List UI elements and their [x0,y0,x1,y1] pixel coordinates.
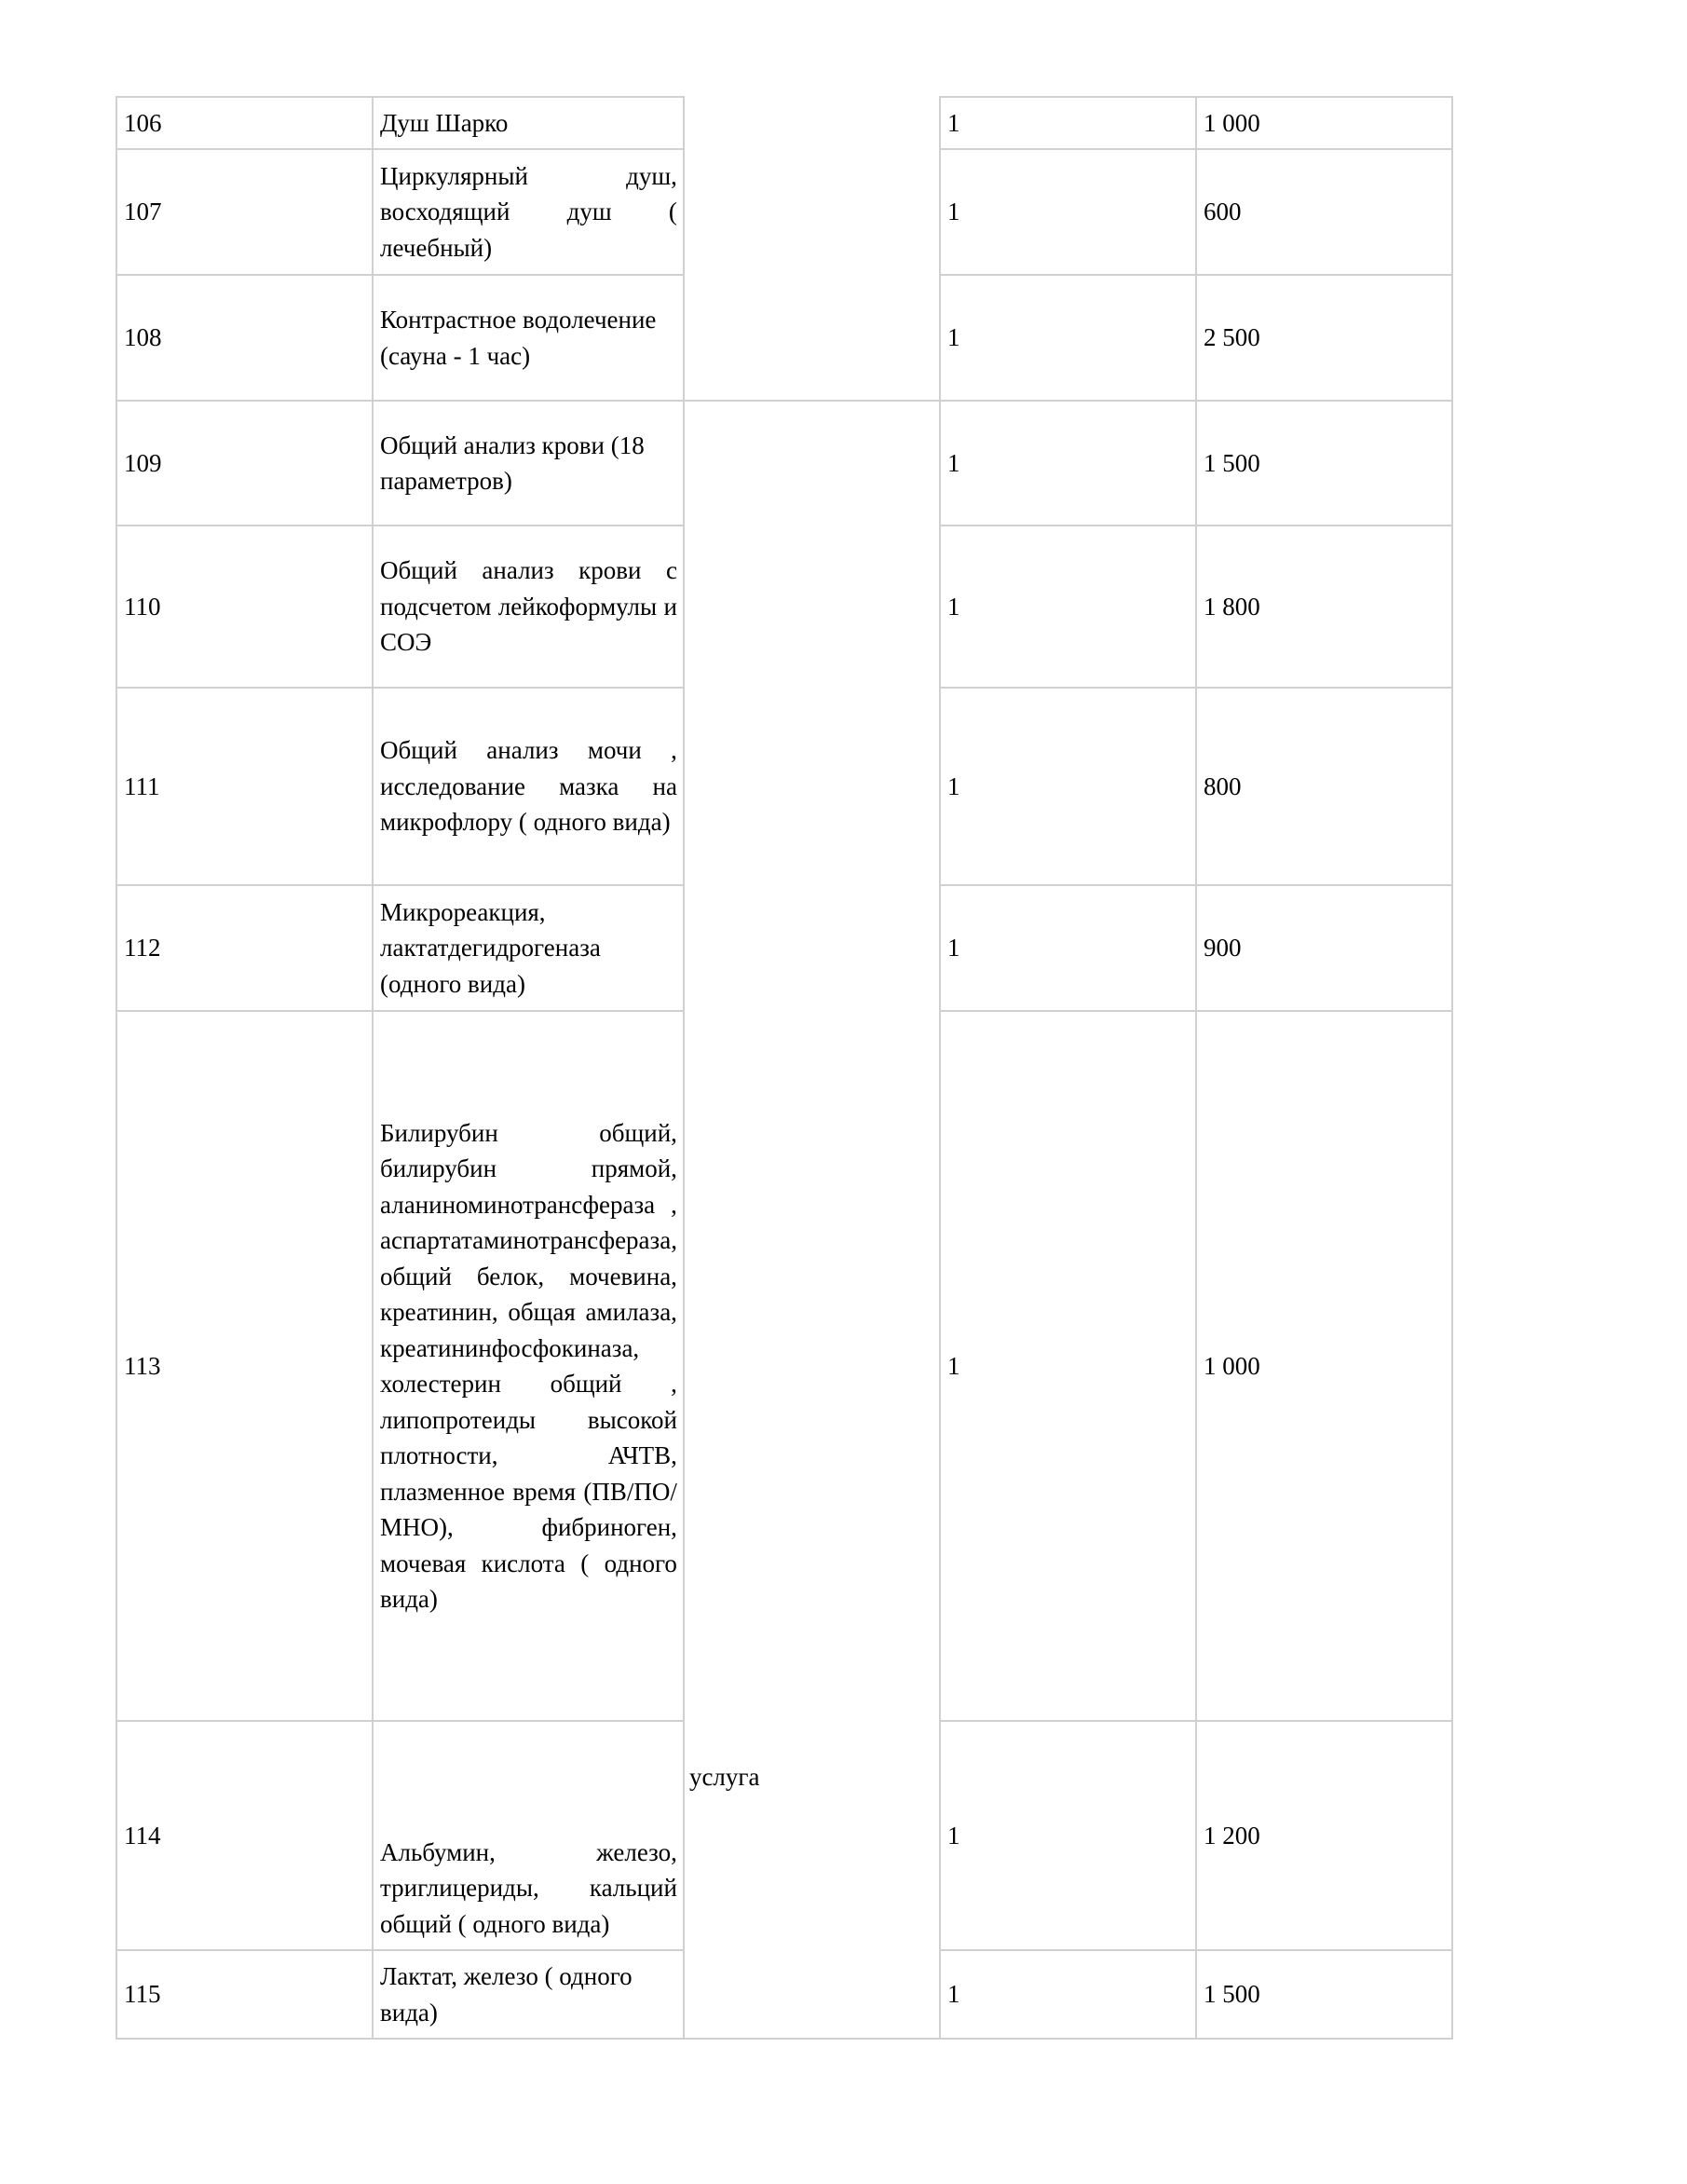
service-name: Общий анализ крови с подсчетом лейкоформулы и СОЭ [373,526,684,688]
price: 1 000 [1196,97,1452,149]
row-number: 108 [116,275,373,401]
quantity: 1 [940,401,1196,526]
row-number: 113 [116,1011,373,1721]
quantity: 1 [940,885,1196,1011]
row-number: 106 [116,97,373,149]
quantity: 1 [940,526,1196,688]
price: 1 200 [1196,1721,1452,1950]
unit-cell-blank [684,97,940,401]
price: 1 500 [1196,1950,1452,2039]
service-name: Душ Шарко [373,97,684,149]
quantity: 1 [940,149,1196,275]
price: 800 [1196,688,1452,885]
unit-cell: услуга [684,401,940,2039]
price: 1 500 [1196,401,1452,526]
service-name: Общий анализ мочи , исследование мазка на микрофлору ( одного вида) [373,688,684,885]
service-name: Циркулярный душ, восходящий душ ( лечебный) [373,149,684,275]
row-number: 112 [116,885,373,1011]
quantity: 1 [940,97,1196,149]
row-number: 109 [116,401,373,526]
service-name: Лактат, железо ( одного вида) [373,1950,684,2039]
price-table [116,96,1453,2040]
price: 1 000 [1196,1011,1452,1721]
row-number: 107 [116,149,373,275]
quantity: 1 [940,275,1196,401]
price: 900 [1196,885,1452,1011]
row-number: 114 [116,1721,373,1950]
table-row [116,401,1452,526]
row-number: 115 [116,1950,373,2039]
price: 1 800 [1196,526,1452,688]
service-name: Общий анализ крови (18 параметров) [373,401,684,526]
quantity: 1 [940,688,1196,885]
quantity: 1 [940,1721,1196,1950]
service-name: Контрастное водолечение (сауна - 1 час) [373,275,684,401]
row-number: 110 [116,526,373,688]
table-row [116,97,1452,149]
price: 600 [1196,149,1452,275]
service-name: Билирубин общий, билирубин прямой, аланиноминотрансфераза , аспартатаминотрансфераза, общий белок, мочевина, креатинин, общая амилаза, креатининфосфокиназа, холестерин общий , липопротеиды высокой плотности, АЧТВ, плазменное время (ПВ/ПО/ МНО), фибриноген, мочевая кислота ( одного вида) [373,1011,684,1721]
quantity: 1 [940,1011,1196,1721]
quantity: 1 [940,1950,1196,2039]
row-number: 111 [116,688,373,885]
price: 2 500 [1196,275,1452,401]
service-name: Микрореакция, лактатдегидрогеназа (одного вида) [373,885,684,1011]
service-name: Альбумин, железо, триглицериды, кальций общий ( одного вида) [373,1721,684,1950]
